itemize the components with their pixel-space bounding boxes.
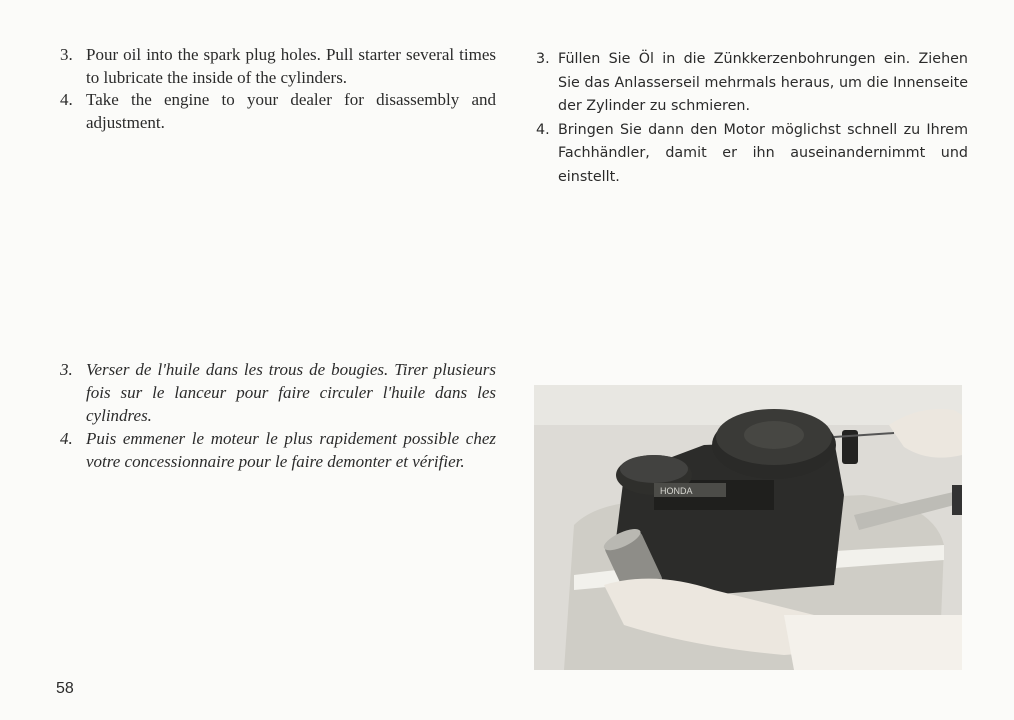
french-step-3 [60,358,496,427]
step-number: 3. [60,360,73,379]
german-step-4 [536,119,968,190]
step-text: Take the engine to your dealer for disassembly and adjustment. [86,90,496,132]
german-instructions [536,48,968,189]
french-instructions [60,358,496,473]
step-number: 4. [60,429,73,448]
step-number: 4. [536,121,550,138]
english-step-3 [60,44,496,89]
english-step-4 [60,89,496,134]
step-text: Füllen Sie Öl in die Zünkkerzenbohrungen ein. Ziehen Sie das Anlasserseil mehrmals heraus, um die Innenseite der Zylinder zu schmieren. [558,51,968,114]
step-text: Verser de l'huile dans les trous de bougies. Tirer plusieurs fois sur le lanceur pour faire circuler l'huile dans les cylindres. [86,360,496,425]
engine-oiling-photo [534,385,962,670]
german-step-3 [536,48,968,119]
step-text: Puis emmener le moteur le plus rapidement possible chez votre concessionnaire pour le faire demonter et vérifier. [86,429,496,471]
page-number: 58 [56,680,74,697]
step-number: 3. [536,51,550,67]
french-step-4 [60,427,496,473]
step-number: 4. [60,90,73,109]
engine-brand-label: HONDA [660,486,693,496]
step-text: Bringen Sie dann den Motor möglichst schnell zu Ihrem Fachhändler, damit er ihn auseinandernimmt und einstellt. [558,121,968,185]
step-number: 3. [60,45,73,64]
english-instructions [60,44,496,134]
step-text: Pour oil into the spark plug holes. Pull starter several times to lubricate the inside of the cylinders. [86,45,496,87]
